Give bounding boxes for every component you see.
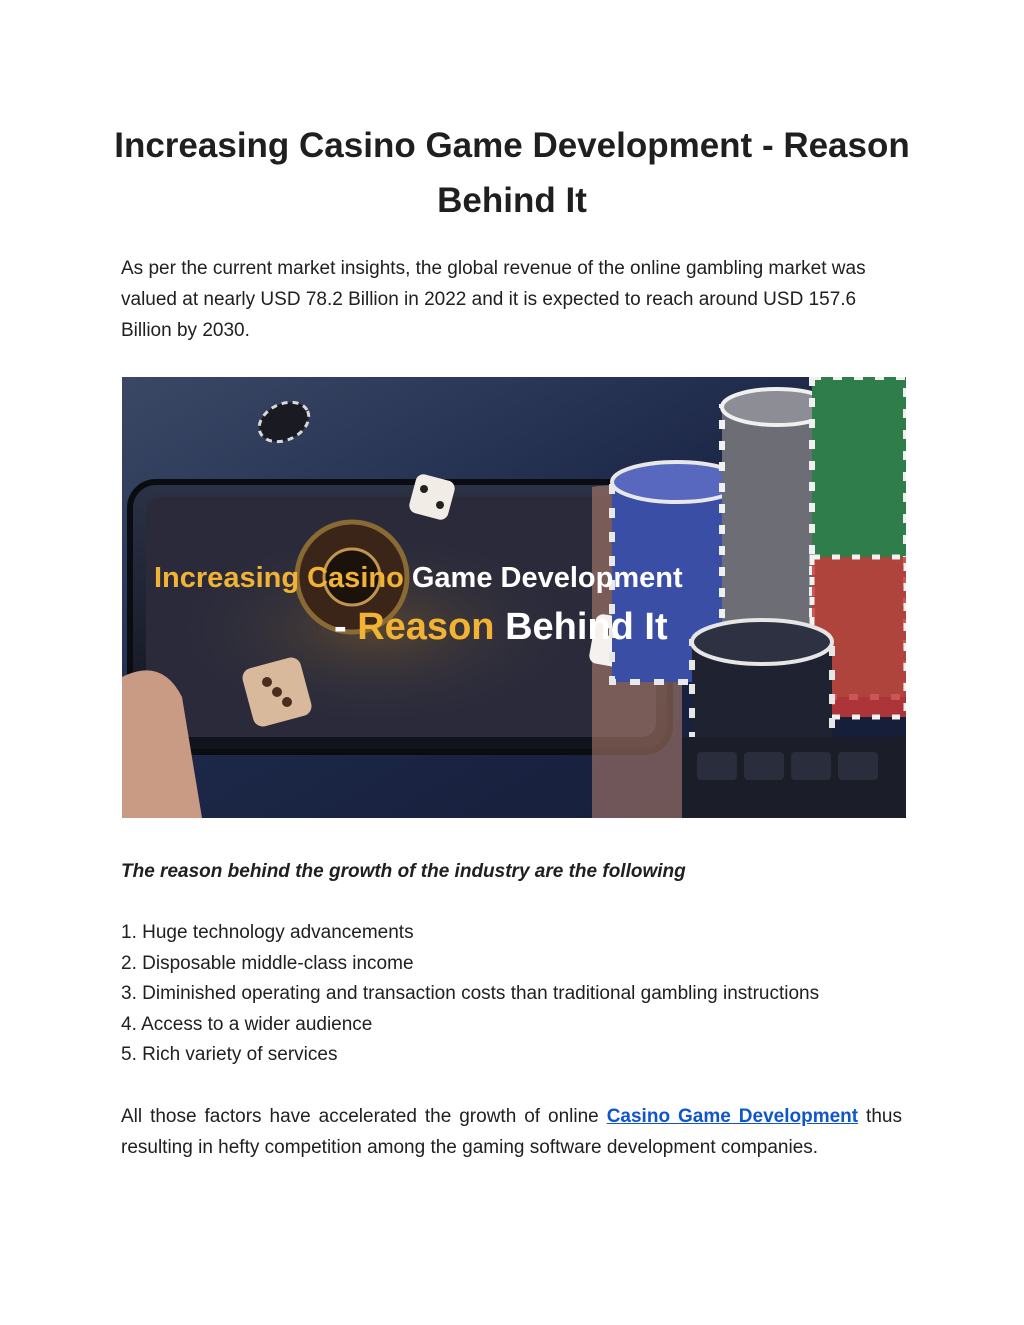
keyboard-graphic bbox=[682, 737, 906, 818]
reasons-list bbox=[121, 918, 906, 1071]
hero-image-graphic bbox=[122, 377, 906, 818]
closing-paragraph bbox=[121, 1101, 902, 1163]
reason-item: 3. Diminished operating and transaction costs than traditional gambling instructions bbox=[121, 983, 820, 1005]
hero-text-line1: Increasing Casino Game Development bbox=[154, 562, 683, 594]
intro-paragraph: As per the current market insights, the global revenue of the online gambling market was valued at nearly USD 78.2 Billion in 2022 and it is expected to reach around USD 157.6 Billion by 2030. bbox=[121, 258, 866, 341]
reasons-heading: The reason behind the growth of the industry are the following bbox=[121, 861, 686, 882]
reason-item: 2. Disposable middle-class income bbox=[121, 952, 414, 974]
closing-text-before: All those factors have accelerated the growth of online bbox=[121, 1106, 607, 1127]
reason-item: 1. Huge technology advancements bbox=[121, 922, 414, 943]
page-title: Increasing Casino Game Development - Reason Behind It bbox=[114, 126, 910, 220]
closing-text-after: thus resulting in hefty competition among the gaming software development companies. bbox=[121, 1106, 902, 1158]
casino-game-development-link[interactable]: Casino Game Development bbox=[606, 1106, 859, 1127]
reason-item: 4. Access to a wider audience bbox=[121, 1013, 373, 1035]
reason-item: 5. Rich variety of services bbox=[121, 1044, 338, 1066]
hero-text-line2: - Reason Behind It bbox=[334, 606, 668, 648]
hero-image bbox=[122, 377, 906, 818]
